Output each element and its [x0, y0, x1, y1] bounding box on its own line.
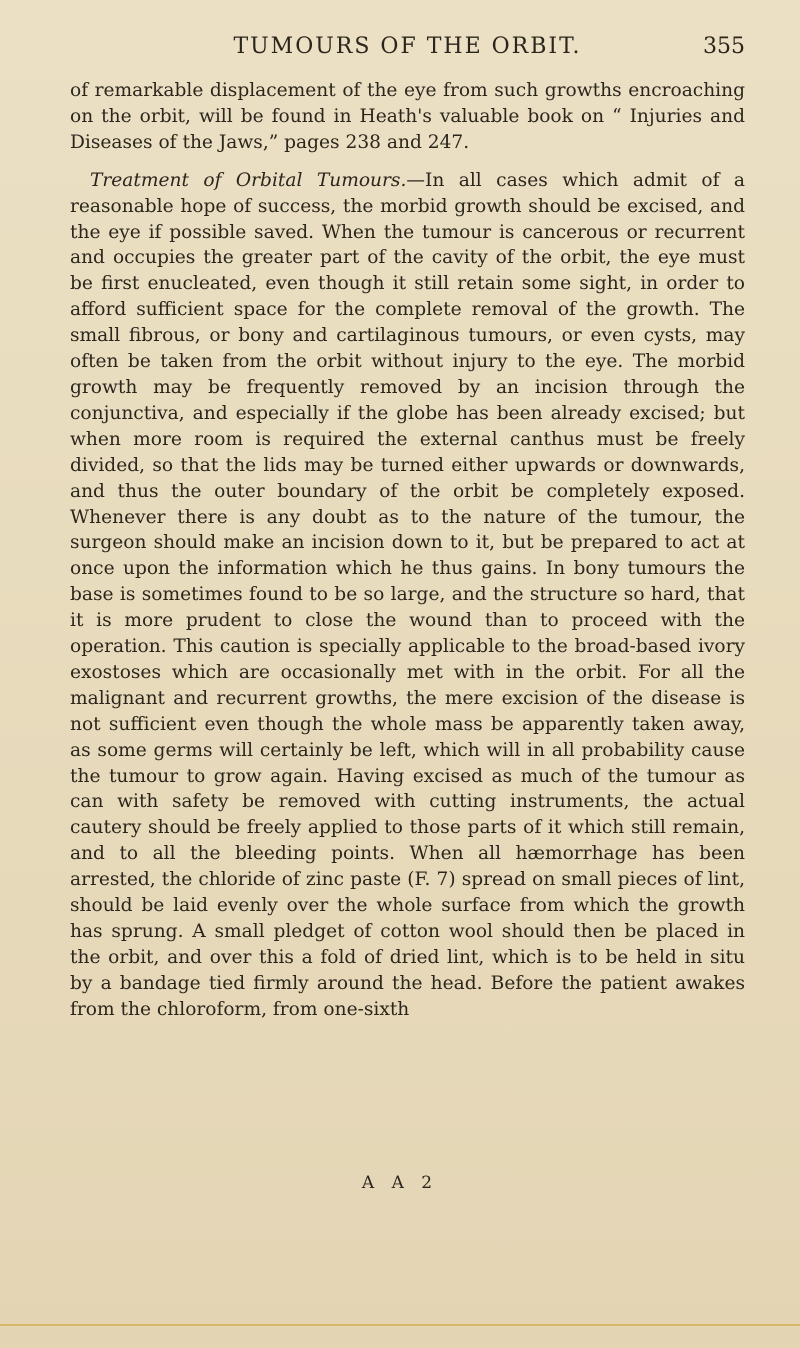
page-bottom-edge [0, 1324, 800, 1326]
paragraph-continuation: of remarkable displacement of the eye from such growths encroaching on the orbit, will be found in Heath's valuable book on “ Injuries and Diseases of the Jaws,” pages 238 and 247. [70, 80, 745, 153]
running-title: TUMOURS OF THE ORBIT. [233, 34, 582, 59]
page-number: 355 [703, 34, 745, 59]
section-heading: Treatment of Orbital Tumours. [90, 169, 407, 191]
signature-mark: A A 2 [361, 1173, 439, 1193]
paragraph-treatment [70, 168, 745, 1023]
body-text [70, 78, 745, 1023]
paragraph-treatment-body: —In all cases which admit of a reasonable hope of success, the morbid growth should be excised, and the eye if possible saved. When the tumour is cancerous or recurrent and occupies the greater part of the cavity of the orbit, the eye must be first enucleated, even though it still retain some sight, in order to afford sufficient space for the complete removal of the growth. The small fibrous, or bony and cartilaginous tumours, or even cysts, may often be taken from the orbit without injury to the eye. The morbid growth may be frequently removed by an incision through the conjunctiva, and especially if the globe has been already excised; but when more room is required the external canthus must be freely divided, so that the lids may be turned either upwards or downwards, and thus the outer boundary of the orbit be completely exposed. Whenever there is any doubt as to the nature of the tumour, the surgeon should make an incision down to it, but be prepared to act at once upon the information which he thus gains. In bony tumours the base is sometimes found to be so large, and the structure so hard, that it is more prudent to close the wound than to proceed with the operation. This caution is specially applicable to the broad-based ivory exostoses which are occasionally met with in the orbit. For all the malignant and recurrent growths, the mere excision of the disease is not sufficient even though the whole mass be apparently taken away, as some germs will certainly be left, which will in all probability cause the tumour to grow again. Having excised as much of the tumour as can with safety be removed with cutting instruments, the actual cautery should be freely applied to those parts of it which still remain, and to all the bleeding points. When all hæmorrhage has been arrested, the chloride of zinc paste (F. 7) spread on small pieces of lint, should be laid evenly over the whole surface from which the growth has sprung. A small pledget of cotton wool should then be placed in the orbit, and over this a fold of dried lint, which is to be held in situ by a bandage tied firmly around the head. Before the patient awakes from the chloroform, from one-sixth [70, 169, 745, 1020]
running-head [70, 34, 745, 64]
